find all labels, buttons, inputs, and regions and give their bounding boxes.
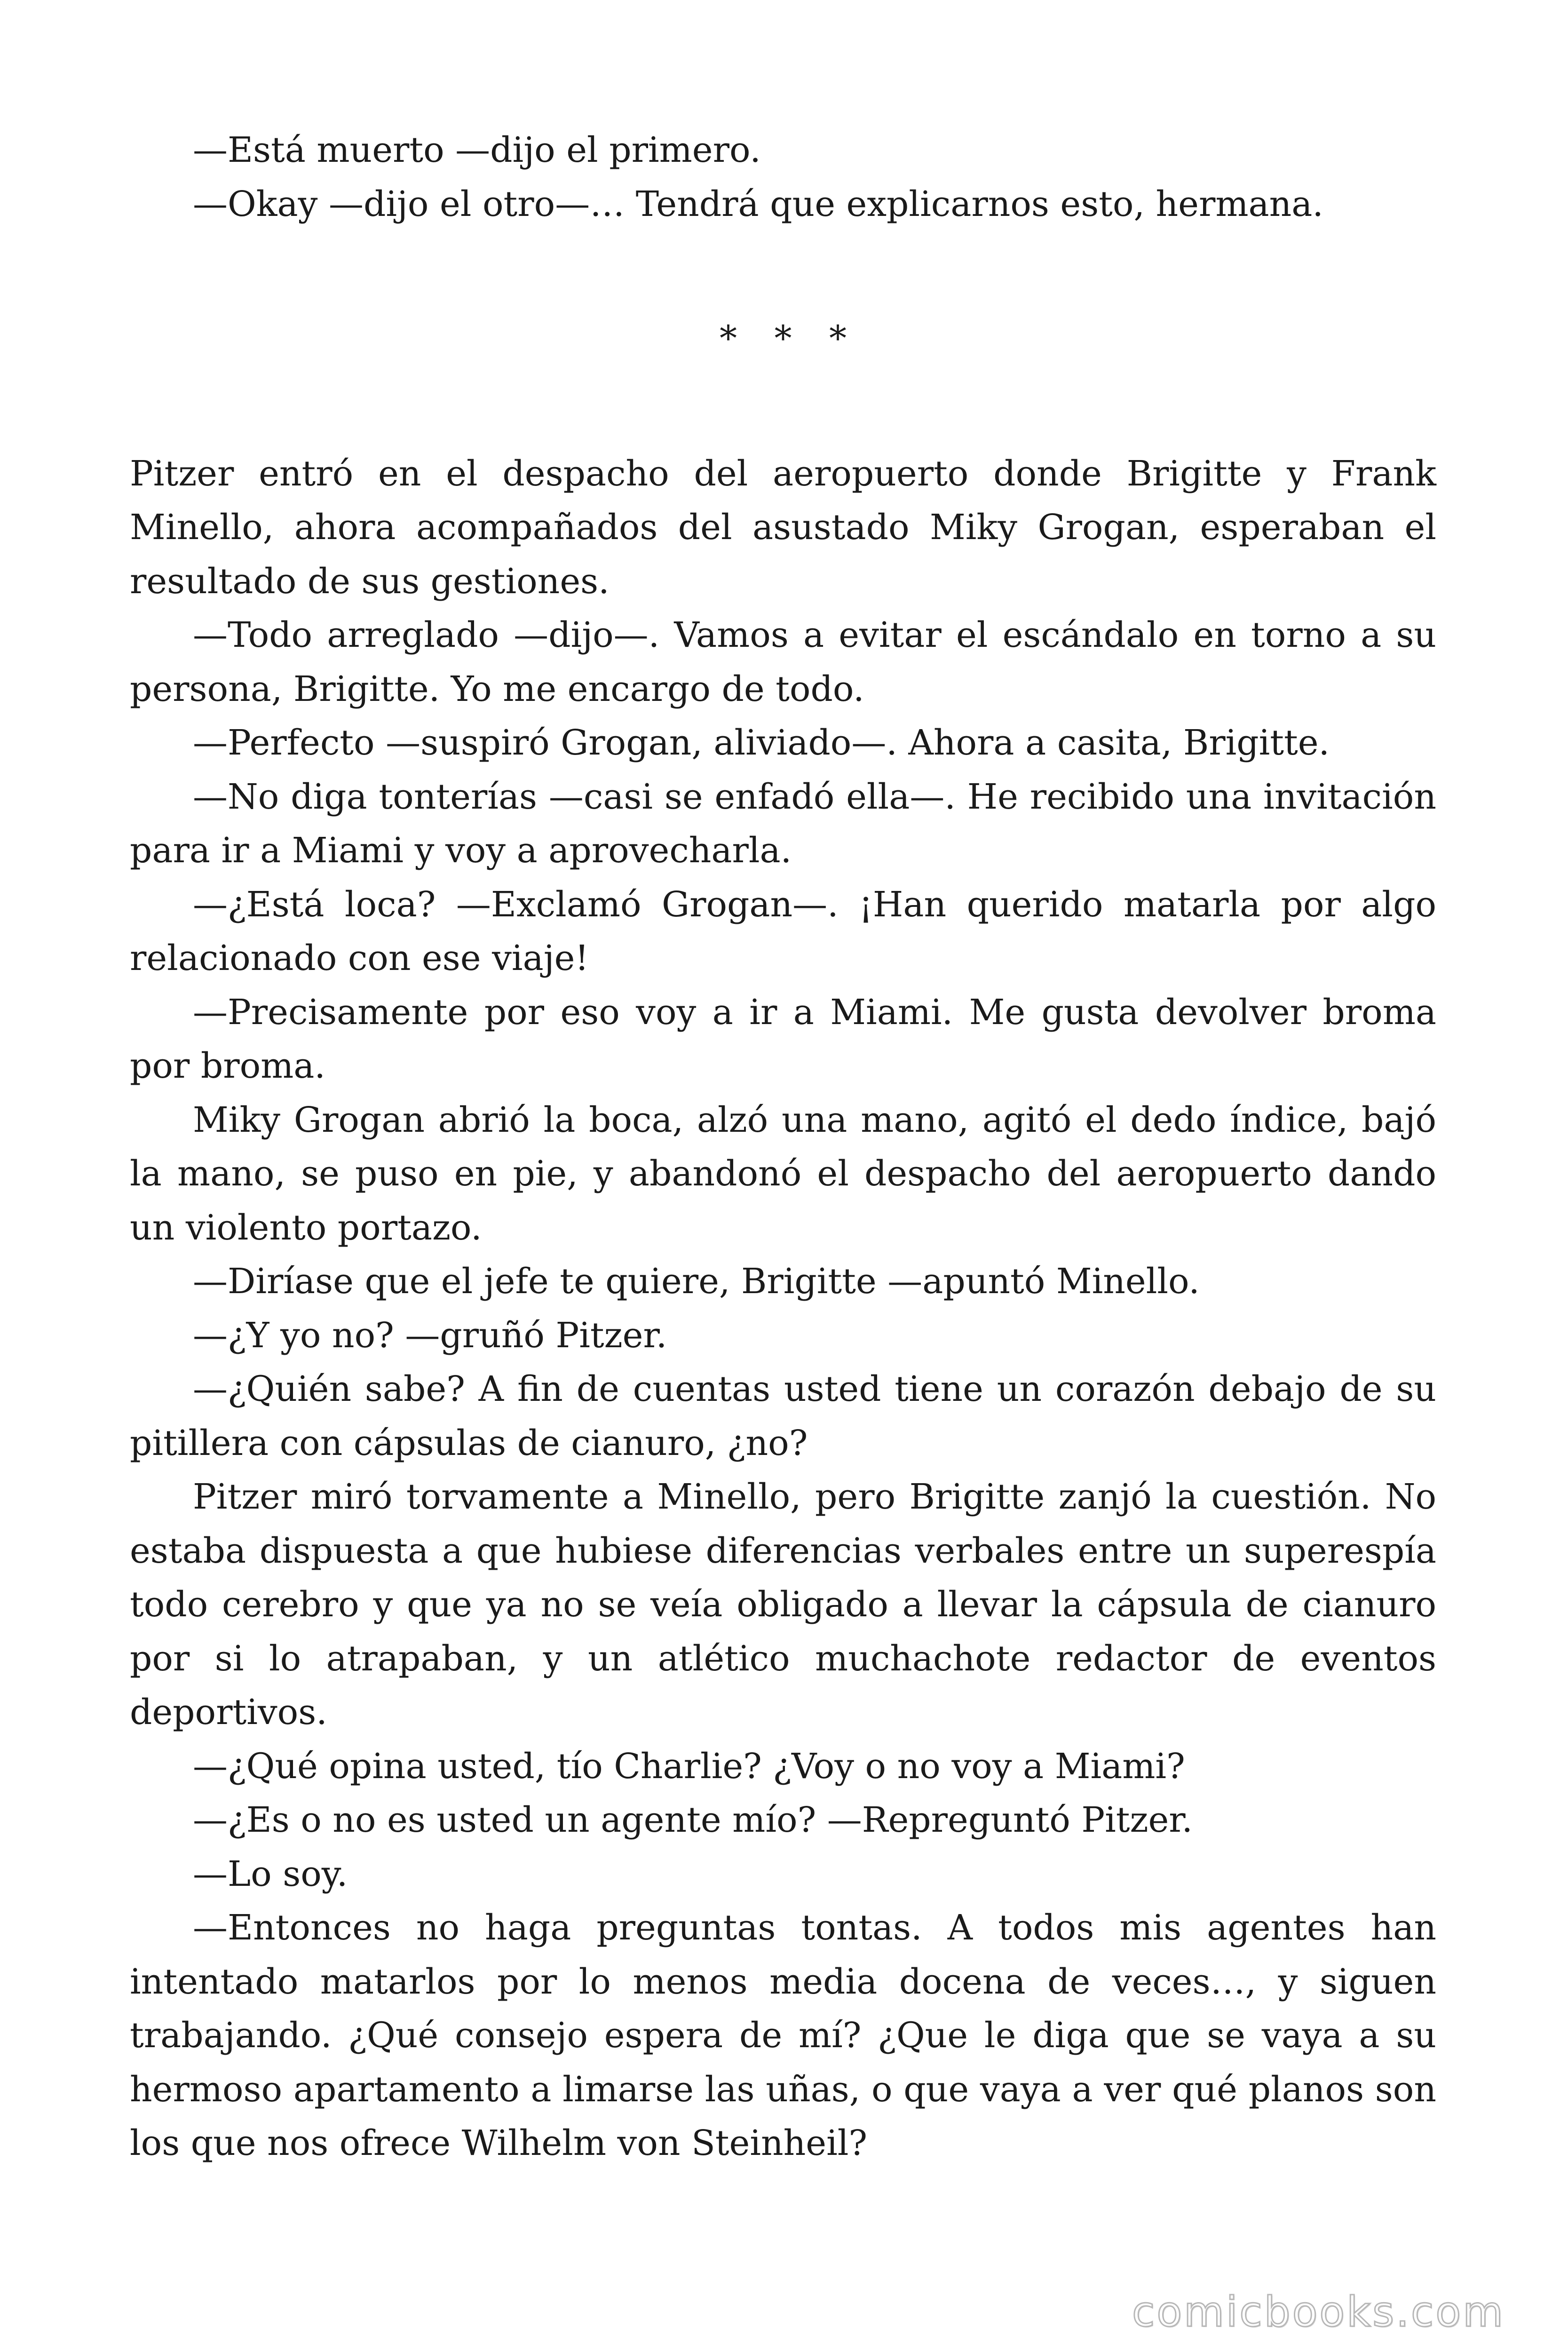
paragraph: —Precisamente por eso voy a ir a Miami. Me gusta devolver broma por broma. xyxy=(130,992,1436,1086)
paragraph: —¿Quién sabe? A fin de cuentas usted tiene un corazón debajo de su pitillera con cápsulas de cianuro, ¿no? xyxy=(130,1369,1436,1463)
paragraph: —¿Está loca? —Exclamó Grogan—. ¡Han querido matarla por algo relacionado con ese viaje! xyxy=(130,884,1436,978)
paragraph: —Todo arreglado —dijo—. Vamos a evitar el escándalo en torno a su persona, Brigitte. Yo me encargo de todo. xyxy=(130,615,1436,709)
paragraph: Miky Grogan abrió la boca, alzó una mano, agitó el dedo índice, bajó la mano, se puso en pie, y abandonó el despacho del aeropuerto dando un violento portazo. xyxy=(130,1099,1436,1248)
book-page xyxy=(130,123,1436,2170)
paragraph: —¿Es o no es usted un agente mío? —Repreguntó Pitzer. xyxy=(193,1800,1193,1840)
watermark: comicbooks.com xyxy=(1132,2288,1505,2336)
paragraph: —Perfecto —suspiró Grogan, aliviado—. Ahora a casita, Brigitte. xyxy=(193,723,1330,763)
section-separator: * * * xyxy=(719,318,860,359)
paragraph: —Está muerto —dijo el primero. xyxy=(193,130,761,170)
paragraph: —Okay —dijo el otro—… Tendrá que explicarnos esto, hermana. xyxy=(193,183,1323,224)
paragraph: —No diga tonterías —casi se enfadó ella—. He recibido una invitación para ir a Miami y voy a aprovecharla. xyxy=(130,776,1436,871)
first-paragraph: Pitzer entró en el despacho del aeropuerto donde Brigitte y Frank Minello, ahora acompañados del asustado Miky Grogan, esperaban el resultado de sus gestiones. xyxy=(130,453,1436,602)
paragraph: —Lo soy. xyxy=(193,1853,348,1894)
paragraph: Pitzer miró torvamente a Minello, pero Brigitte zanjó la cuestión. No estaba dispuesta a que hubiese diferencias verbales entre un superespía todo cerebro y que ya no se veía obligado a llevar la cápsula de cianuro por si lo atrapaban, y un atlético muchachote redactor de eventos deportivos. xyxy=(130,1477,1436,1732)
paragraph: —¿Qué opina usted, tío Charlie? ¿Voy o no voy a Miami? xyxy=(193,1746,1185,1787)
paragraph: —Entonces no haga preguntas tontas. A todos mis agentes han intentado matarlos por lo menos media docena de veces…, y siguen trabajando. ¿Qué consejo espera de mí? ¿Que le diga que se vaya a su hermoso apartamento a limarse las uñas, o que vaya a ver qué planos son los que nos ofrece Wilhelm von Steinheil? xyxy=(130,1907,1436,2163)
paragraph: —¿Y yo no? —gruñó Pitzer. xyxy=(193,1315,667,1356)
paragraph: —Diríase que el jefe te quiere, Brigitte —apuntó Minello. xyxy=(193,1261,1200,1302)
